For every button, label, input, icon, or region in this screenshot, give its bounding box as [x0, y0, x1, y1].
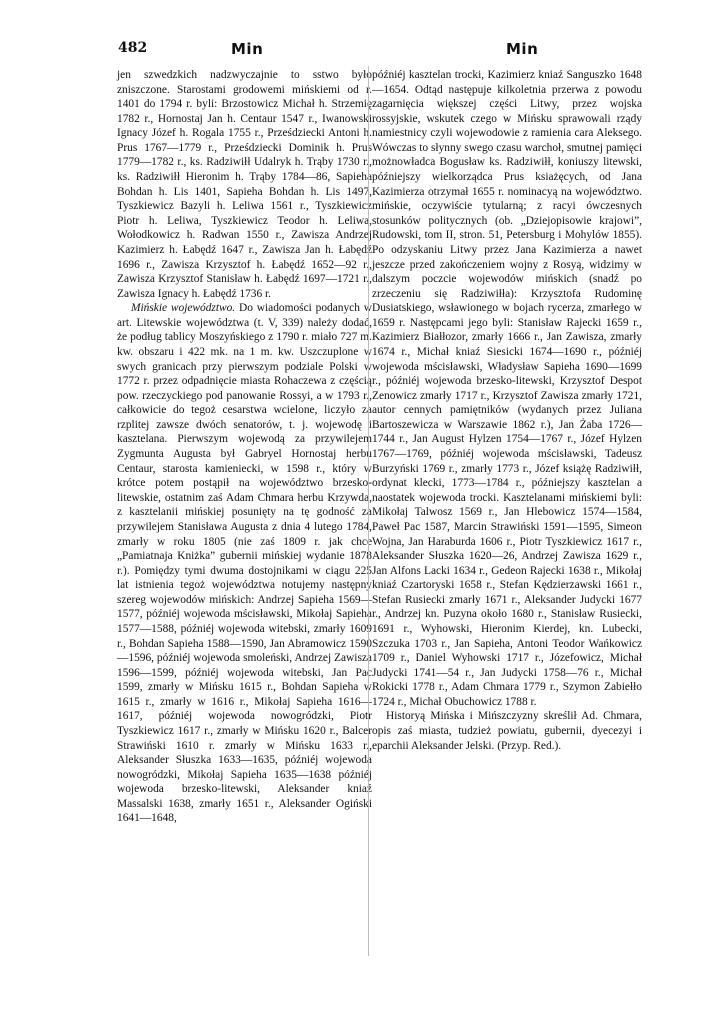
column-divider: [368, 66, 369, 956]
left-paragraph-2: [117, 301, 372, 826]
page-header: [118, 40, 598, 62]
left-paragraph-2-body: Do wiadomości podanych w art. Litewskie województwa (t. V, 339) należy dodać, że podług tablicy Moszyńskiego z 1790 r. miało 727 m. kw. obszaru i 422 mk. na 1 m. kw. Uszczuplone w swych granicach przy pierwszym podziale Polski w 1772 r. przez odpadnięcie miasta Rohaczewa z częścią pow. rzeczyckiego pod panowanie Rossyi, a w 1793 r., całkowicie do tegoż cesarstwa wcielone, liczyło za rzplitej zawsze dwóch senatorów, t. j. wojewodę i kasztelana. Pierwszym wojewodą za przywilejem Zygmunta Augusta był Gabryel Hornostaj herbu Centaur, starosta kamieniecki, w 1598 r., który w krótce potem postąpił na województwo brzesko-litewskie, ostatnim zaś Adam Chmara herbu Krzywda, z kasztelanii mińskiej posunięty na tę godność za przywilejem Stanisława Augusta z dnia 4 lutego 1784, zmarły w roku 1805 (nie zaś 1809 r. jak chce „Pamiatnaja Kniżka” gubernii mińskiej wydanie 1878 r.). Pomiędzy tymi dwuma dostojnikami w ciągu 225 lat istnienia tegoż województwa notujemy następny szereg wojewodów mińskich: Andrzej Sapieha 1569—1577, późniéj wojewoda mścisławski, Mikołaj Sapieha 1577—1588, późniéj wojewoda witebski, zmarły 1609 r., Bohdan Sapieha 1588—1590, Jan Abramowicz 1590—1596, późniéj wojewoda smoleński, Andrzej Zawisza 1596—1599, późniéj wojewoda witebski, Jan Pac 1599, zmarły w Mińsku 1615 r., Bohdan Sapieha w 1615 r., zmarły w 1616 r., Mikołaj Sapieha 1616—1617, późniéj wojewoda nowogródzki, Piotr Tyszkiewicz 1617 r., zmarły w Mińsku 1620 r., Balcer Strawiński 1610 r. zmarły w Mińsku 1633 r., Aleksander Słuszka 1633—1635, późniéj wojewoda nowogródzki, Mikołaj Sapieha 1635—1638 późniéj wojewoda brzesko-litewski, Aleksander kniaź Massalski 1638, zmarły 1651 r., Aleksander Ogiński 1641—1648,: [117, 302, 372, 825]
left-column: [117, 68, 372, 826]
section-heading-minskie-wojewodztwo: Mińskie województwo.: [131, 302, 236, 315]
left-paragraph-1: jen szwedzkich nadzwyczajnie to sstwo było zniszczone. Starostami grodowemi mińskiemi od r. 1401 do 1794 r. byli: Brzostowicz Michał h. Strzemię 1782 r., Hornostaj Jan h. Centaur 1547 r., Iwanowski Ignacy Józef h. Rogala 1755 r., Prześdziecki Antoni h. Prus 1767—1779 r., Prześdziecki Dominik h. Prus 1779—1782 r., ks. Radziwiłł Udalryk h. Trąby 1730 r., ks. Radziwiłł Hieronim h. Trąby 1784—86, Sapieha Bohdan h. Lis 1401, Sapieha Bohdan h. Lis 1497, Tyszkiewicz Bazyli h. Leliwa 1561 r., Tyszkiewicz Piotr h. Leliwa, Tyszkiewicz Teodor h. Leliwa, Wołodkowicz h. Radwan 1550 r., Zawisza Andrzej Kazimierz h. Łabędź 1647 r., Zawisza Jan h. Łabędź 1696 r., Zawisza Krzysztof h. Łabędź 1652—92 r., Zawisza Krzysztof Stanisław h. Łabędź 1697—1721 r., Zawisza Ignacy h. Łabędź 1736 r.: [117, 69, 372, 300]
page-number: 482: [118, 40, 148, 56]
right-column: [372, 68, 642, 753]
running-head-right: Min: [506, 40, 539, 58]
right-paragraph-2: Historyą Mińska i Mińszczyzny skreślił Ad. Chmara, opis zaś miasta, tudzież powiatu, gubernii, dyecezyi i eparchii Aleksander Jelski. (Przyp. Red.).: [372, 710, 642, 752]
running-head-left: Min: [231, 40, 264, 58]
right-paragraph-1: późniéj kasztelan trocki, Kazimierz kniaź Sanguszko 1648—1654. Odtąd następuje kilkoletnia przerwa z powodu zagarnięcia większej części Litwy, przez wojska rossyjskie, wskutek czego w Mińsku sprawowali rządy namiestnicy czyli wojewodowie z ramienia cara Aleksego. Wówczas to słynny swego czasu warchoł, smutnej pamięci możnowładca Bogusław ks. Radziwiłł, koniuszy litewski, późniejszy wielkorządca Prus ksiażęcych, od Jana Kazimierza otrzymał 1655 r. nominacyą na województwo. mińskie, oczywiście tytularną; z racyi ówczesnych stosunków politycznych (ob. „Dziejopisowie krajowi”, Rudowski, tom II, stron. 51, Petersburg i Mohylów 1855). Po odzyskaniu Litwy przez Jana Kazimierza a nawet jeszcze przed zakończeniem wojny z Rosyą, widzimy w dalszym poczcie wojewodów mińskich (snadź po zrzeczeniu się Radziwiłła): Krzysztofa Rudominę Dusiatskiego, wsławionego w bojach rycerza, zmarłego w 1659 r. Następcami jego byli: Stanisław Rajecki 1659 r., Kazimierz Białłozor, zmarły 1666 r., Jan Zawisza, zmarły 1674 r., Michał kniaź Siesicki 1674—1690 r., późniéj wojewoda mścisławski, Władysław Sapieha 1690—1699 r., późniéj wojewoda brzesko-litewski, Krzysztof Despot Zenowicz zmarły 1717 r., Krzysztof Zawisza zmarły 1721, autor cennych pamiętników (wydanych przez Juliana Bartoszewicza w Warszawie 1862 r.), Jan Żaba 1726—1744 r., Jan August Hylzen 1754—1767 r., Józef Hylzen 1767—1769, późniéj wojewoda mścisławski, Tadeusz Burzyński 1769 r., zmarły 1773 r., Józef książę Radziwiłł, ordynat klecki, 1773—1784 r., późniejszy kasztelan a naostatek wojewoda trocki. Kasztelanami mińskiemi byli: Mikołaj Talwosz 1569 r., Jan Hlebowicz 1574—1584, Paweł Pac 1587, Marcin Strawiński 1591—1595, Simeon Wojna, Jan Haraburda 1606 r., Piotr Tyszkiewicz 1617 r., Aleksander Słuszka 1620—26, Andrzej Zawisza 1629 r., Jan Alfons Lacki 1634 r., Gedeon Rajecki 1638 r., Mikołaj kniaź Czartoryski 1658 r., Stefan Kędzierzawski 1661 r., Stefan Rusiecki zmarły 1671 r., Aleksander Judycki 1677 r., Andrzej kn. Puzyna około 1680 r., Stanisław Rusiecki, 1691 r., Wyhowski, Hieronim Kierdej, kn. Lubecki, Szczuka 1703 r., Jan Sapieha, Antoni Teodor Wańkowicz 1709 r., Daniel Wyhowski 1717 r., Józefowicz, Michał Judycki 1741—54 r., Jan Judycki 1758—76 r., Michał Rokicki 1778 r., Adam Chmara 1779 r., Szymon Zabiełło 1724 r., Michał Obuchowicz 1788 r.: [372, 69, 642, 708]
